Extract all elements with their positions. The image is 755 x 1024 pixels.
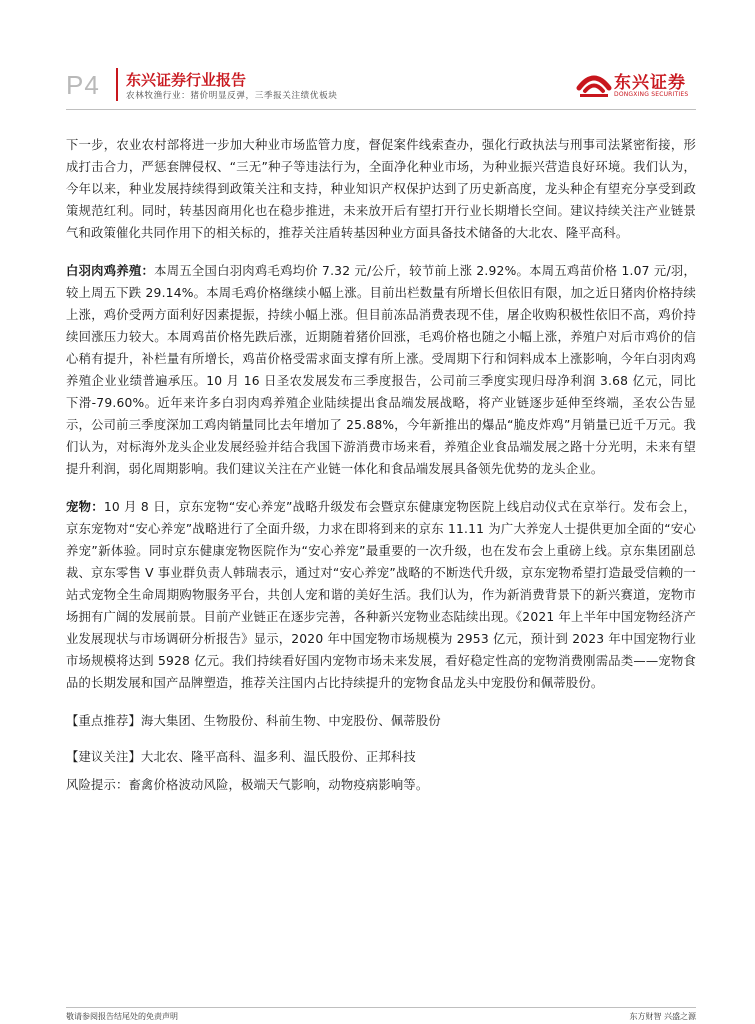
header-divider bbox=[116, 68, 118, 101]
risk-warning: 风险提示：畜禽价格波动风险，极端天气影响，动物疫病影响等。 bbox=[66, 778, 429, 792]
key-recommend: 【重点推荐】海大集团、生物股份、科前生物、中宠股份、佩蒂股份 bbox=[66, 714, 441, 728]
report-subtitle: 农林牧渔行业：猪价明显反弹，三季报关注绩优板块 bbox=[126, 91, 338, 101]
company-logo bbox=[576, 62, 694, 106]
seed-industry-paragraph: 下一步，农业农村部将进一步加大种业市场监管力度，督促案件线索查办，强化行政执法与刑事司法紧密衔接，形成打击合力，严惩套牌侵权、“三无”种子等违法行为，全面净化种业市场，为种业振兴营造良好环境。我们认为，今年以来，种业发展持续得到政策关注和支持，种业知识产权保护达到了历史新高度，龙头种企有望充分享受到政策规范红利。同时，转基因商用化也在稳步推进，未来放开后有望打开行业长期增长空间。建议持续关注产业链景气和政策催化共同作用下的相关标的，推荐关注盾转基因种业方面具备技术储备的大北农、隆平高科。 bbox=[66, 138, 696, 240]
logo-text: 东兴证券 bbox=[614, 73, 686, 93]
broiler-paragraph bbox=[66, 260, 696, 480]
broiler-heading: 白羽肉鸡养殖： bbox=[66, 264, 155, 278]
page-header bbox=[0, 0, 755, 110]
pet-text: 10 月 8 日，京东宠物“安心养宠”战略升级发布会暨京东健康宠物医院上线启动仪式在京举行。发布会上，京东宠物对“安心养宠”战略进行了全面升级，力求在即将到来的京东 11.11 为广大养宠人士提供更加全面的“安心养宠”新体验。同时京东健康宠物医院作为“安心养宠”最重要的一次升级，也在发布会上重磅上线。京东集团副总裁、京东零售 V 事业群负责人韩瑞表示，通过对“安心养宠”战略的不断迭代升级，京东宠物希望打造最受信赖的一站式宠物全生命周期购物服务平台，共创人宠和谐的美好生活。我们认为，作为新消费背景下的新兴赛道，宠物市场拥有广阔的发展前景。目前产业链正在逐步完善，各种新兴宠物业态陆续出现。《2021 年上半年中国宠物经济产业发展现状与市场调研分析报告》显示，2020 年中国宠物市场规模为 2953 亿元，预计到 2023 年中国宠物行业市场规模将达到 5928 亿元。我们持续看好国内宠物市场未来发展，看好稳定性高的宠物消费刚需品类——宠物食品的长期发展和国产品牌塑造，推荐关注国内占比持续提升的宠物食品龙头中宠股份和佩蒂股份。 bbox=[66, 500, 696, 690]
footer-disclaimer: 敬请参阅报告结尾处的免责声明 bbox=[66, 1012, 178, 1021]
pet-heading: 宠物： bbox=[66, 500, 104, 514]
suggest-focus: 【建议关注】大北农、隆平高科、温多利、温氏股份、正邦科技 bbox=[66, 750, 416, 764]
footer-rule bbox=[66, 1007, 696, 1008]
page-number: P4 bbox=[66, 70, 100, 100]
footer-slogan: 东方财智 兴盛之源 bbox=[629, 1012, 696, 1021]
report-title: 东兴证券行业报告 bbox=[126, 71, 247, 89]
report-body bbox=[66, 134, 696, 802]
logo-mark-icon bbox=[576, 64, 612, 100]
logo-text-en: DONGXING SECURITIES bbox=[614, 91, 689, 98]
broiler-text: 本周五全国白羽肉鸡毛鸡均价 7.32 元/公斤，较节前上涨 2.92%。本周五鸡苗价格 1.07 元/羽，较上周五下跌 29.14%。本周毛鸡价格继续小幅上涨。目前出栏数量有所增长但依旧有限，加之近日猪肉价格持续上涨，鸡价受两方面利好因素提振，持续小幅上涨。但目前冻品消费表现不佳，屠企收购积极性依旧不高，鸡价持续回涨压力较大。本周鸡苗价格先跌后涨，近期随着猪价回涨，毛鸡价格也随之小幅上涨，养殖户对后市鸡价的信心稍有提升，补栏量有所增长，鸡苗价格受需求面支撑有所上涨。受周期下行和饲料成本上涨影响，今年白羽肉鸡养殖企业业绩普遍承压。10 月 16 日圣农发展发布三季度报告，公司前三季度实现归母净利润 3.68 亿元，同比下滑-79.60%。近年来许多白羽肉鸡养殖企业陆续提出食品端发展战略，将产业链逐步延伸至终端，圣农公告显示，公司前三季度深加工鸡肉销量同比去年增加了 25.88%，今年新推出的爆品“脆皮炸鸡”月销量已近千万元。我们认为，对标海外龙头企业发展经验并结合我国下游消费市场来看，养殖企业食品端发展之路十分光明，未来有望提升利润，弱化周期影响。我们建议关注在产业链一体化和食品端发展具备领先优势的龙头企业。 bbox=[66, 264, 696, 476]
pet-paragraph bbox=[66, 496, 696, 694]
header-rule bbox=[66, 109, 696, 110]
